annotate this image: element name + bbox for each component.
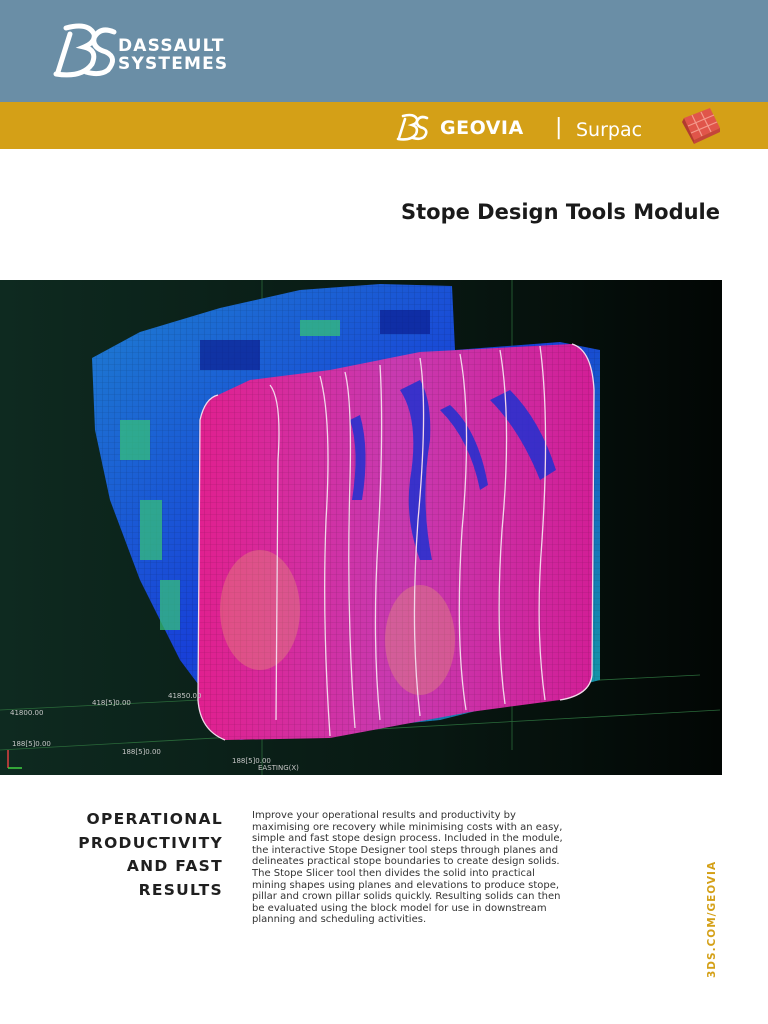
body-line: the interactive Stope Designer tool steps through planes and [252,844,559,856]
section-body [252,810,587,926]
stope-render-image [0,280,722,775]
axis-tick-label: 188[5]0.00 [122,748,161,756]
heading-line: PRODUCTIVITY [78,833,223,852]
dassault-3ds-logo-icon [48,20,120,80]
dassault-wordmark [118,37,228,73]
axis-tick-label: EASTING(X) [258,764,299,772]
stope-3d-visualization [0,280,722,775]
body-line: Improve your operational results and productivity by [252,810,516,821]
body-line: delineates practical stope boundaries to create design solids. [252,856,560,868]
body-line: planning and scheduling activities. [252,914,427,926]
surpac-cube-icon [680,106,722,146]
heading-line: OPERATIONAL [86,810,223,828]
axis-tick-label: 41850.00 [168,692,202,700]
logo-line-2: SYSTEMES [118,54,229,74]
body-line: pillar and crown pillar solids quickly. Resulting solids can then [252,891,561,903]
axis-tick-label: 418[5]0.00 [92,699,131,707]
axis-tick-label: 41800.00 [10,709,44,717]
surpac-wordmark: Surpac [576,119,643,141]
axis-tick-label: 188[5]0.00 [232,757,271,765]
body-line: maximising ore recovery while minimising costs with an easy, [252,821,563,833]
heading-line: AND FAST [126,857,223,875]
body-line: simple and fast stope design process. Included in the module, [252,833,563,845]
geovia-wordmark: GEOVIA [440,117,524,139]
header-band [0,0,768,102]
product-band [0,102,768,149]
heading-line: RESULTS [138,880,223,899]
body-line: be evaluated using the block model for use in downstream [252,902,547,914]
body-line: The Stope Slicer tool then divides the solid into practical [252,867,535,879]
website-link[interactable]: 3DS.COM/GEOVIA [706,860,718,978]
axis-tick-label: 188[5]0.00 [12,740,51,748]
logo-line-1: DASSAULT [118,36,225,56]
body-line: mining shapes using planes and elevations to produce stope, [252,879,560,891]
3ds-small-logo-icon [394,112,430,142]
page-title: Stope Design Tools Module [401,200,720,224]
section-heading [23,808,223,902]
brand-separator: | [555,115,563,140]
